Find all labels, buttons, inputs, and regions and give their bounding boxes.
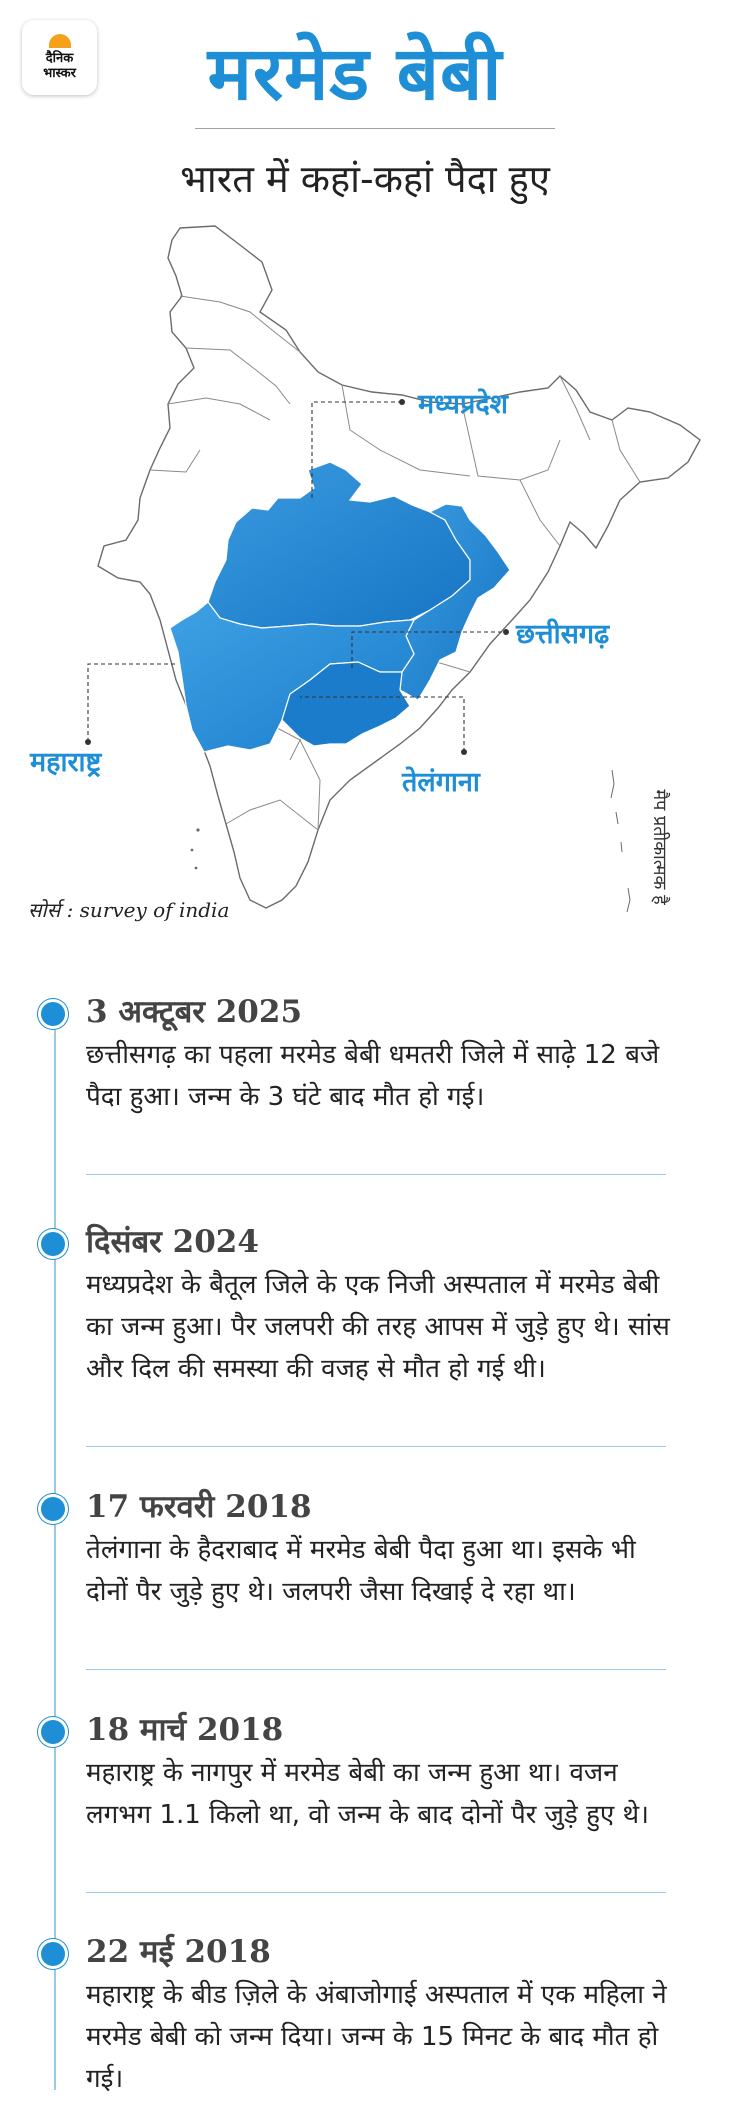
timeline-dot [41,1232,65,1256]
timeline-date: 18 मार्च 2018 [86,1712,284,1748]
timeline-dot [41,1942,65,1966]
timeline-dot [41,1497,65,1521]
sun-logo-icon [49,34,71,48]
timeline-date: 17 फरवरी 2018 [86,1489,312,1525]
map-symbolic-note [640,775,680,935]
timeline-separator [86,1174,666,1175]
map-source: सोर्स : survey of india [28,898,230,922]
andaman-islands [611,770,630,912]
title-divider [195,128,555,129]
timeline-text: तेलंगाना के हैदराबाद में मरमेड बेबी पैदा हुआ था। इसके भी दोनों पैर जुड़े हुए थे। जलपरी जैसा दिखाई दे रहा था। [86,1535,636,1607]
timeline-separator [86,1892,666,1893]
timeline-date: 22 मई 2018 [86,1934,271,1970]
lakshadweep-islands [191,828,200,869]
timeline-date: दिसंबर 2024 [86,1224,259,1260]
timeline-text: महाराष्ट्र के बीड ज़िले के अंबाजोगाई अस्पताल में एक महिला ने मरमेड बेबी को जन्म दिया। जन्म के 15 मिनट के बाद मौत हो गई। [86,1980,667,2094]
label-chhattisgarh: छत्तीसगढ़ [516,619,610,650]
label-madhya-pradesh: मध्यप्रदेश [418,389,509,420]
logo-line-2: भास्कर [43,66,76,81]
timeline-dot [41,1002,65,1026]
logo-line-1: दैनिक [45,51,74,66]
timeline-text: महाराष्ट्र के नागपुर में मरमेड बेबी का जन्म हुआ था। वजन लगभग 1.1 किलो था, वो जन्म के बाद दोनों पैर जुड़े हुए थे। [86,1758,649,1830]
timeline-dot [41,1720,65,1744]
timeline-separator [86,1669,666,1670]
timeline-text: मध्यप्रदेश के बैतूल जिले के एक निजी अस्पताल में मरमेड बेबी का जन्म हुआ। पैर जलपरी की तरह आपस में जुड़े हुए थे। सांस और दिल की समस्या की वजह से मौत हो गई थी। [86,1270,670,1384]
page-title: मरमेड बेबी [207,31,503,117]
timeline-date: 3 अक्टूबर 2025 [86,994,303,1030]
label-telangana: तेलंगाना [402,767,480,798]
map-note-text: मैप प्रतीकात्मक है [649,789,670,905]
timeline-separator [86,1446,666,1447]
dainik-bhaskar-logo [22,20,97,95]
page-subtitle: भारत में कहां-कहां पैदा हुए [180,157,550,201]
timeline-text: छत्तीसगढ़ का पहला मरमेड बेबी धमतरी जिले में साढ़े 12 बजे पैदा हुआ। जन्म के 3 घंटे बाद मौत हो गई। [86,1040,660,1112]
india-map [0,210,730,950]
label-maharashtra: महाराष्ट्र [30,747,102,778]
timeline-line [54,1010,56,2090]
